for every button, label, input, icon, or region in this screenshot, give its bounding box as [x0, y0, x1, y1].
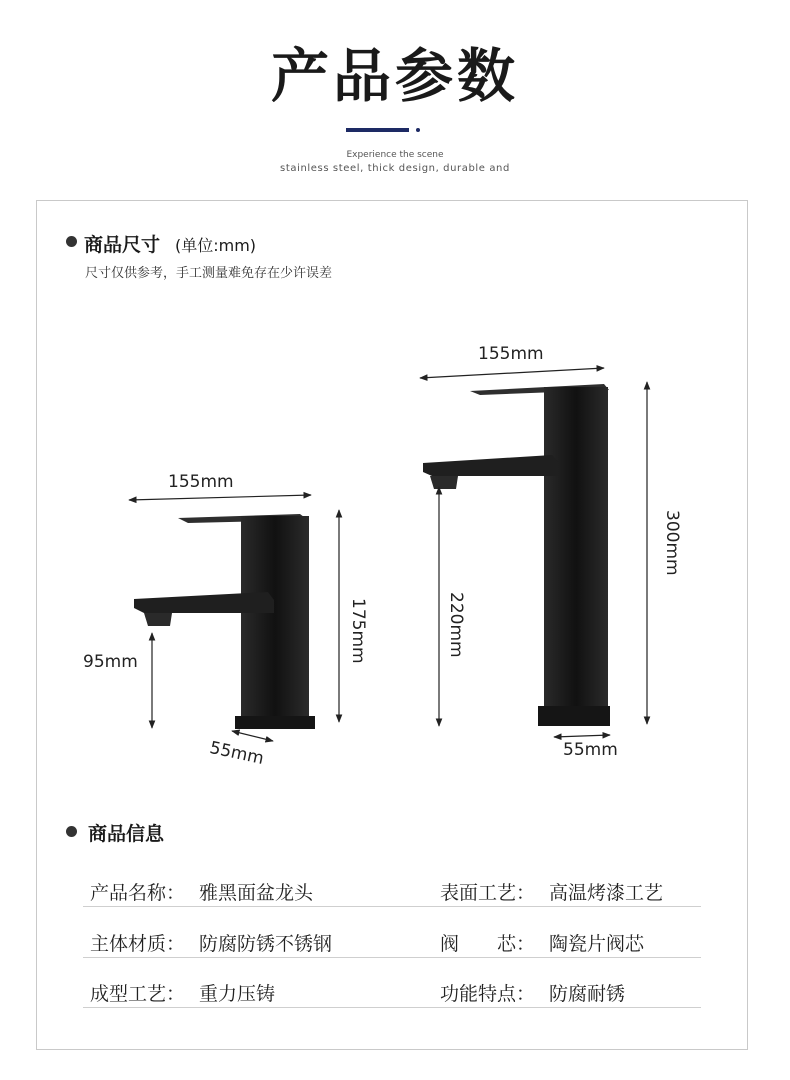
- info-label: 主体材质：: [90, 933, 186, 955]
- info-label: 产品名称：: [90, 882, 186, 904]
- info-value: 雅黑面盆龙头: [199, 882, 314, 904]
- short-faucet: [134, 514, 315, 729]
- short-width-label: 155mm: [168, 472, 234, 492]
- short-base-label: 55mm: [207, 738, 266, 769]
- info-label: 表面工艺：: [440, 882, 536, 904]
- info-bullet-icon: [66, 826, 77, 837]
- info-value: 重力压铸: [199, 983, 276, 1005]
- size-section-title: 商品尺寸: [84, 234, 161, 256]
- row-divider: [83, 1007, 701, 1008]
- size-note: 尺寸仅供参考，手工测量难免存在少许误差: [85, 266, 333, 281]
- tall-faucet: [423, 384, 610, 726]
- tall-spout-height-label: 220mm: [446, 592, 466, 658]
- info-label: 阀 芯：: [440, 933, 536, 955]
- tall-height-label: 300mm: [662, 510, 682, 576]
- row-divider: [83, 957, 701, 958]
- info-section-title: 商品信息: [88, 823, 165, 845]
- row-divider: [83, 906, 701, 907]
- page-title: 产品参数: [270, 42, 519, 110]
- tall-base-label: 55mm: [563, 740, 618, 760]
- info-value: 陶瓷片阀芯: [549, 933, 645, 955]
- info-label: 成型工艺：: [90, 983, 186, 1005]
- info-value: 防腐防锈不锈钢: [199, 933, 333, 955]
- short-height-label: 175mm: [348, 598, 368, 664]
- short-spout-height-label: 95mm: [83, 652, 138, 672]
- info-label: 功能特点：: [440, 983, 536, 1005]
- info-value: 高温烤漆工艺: [549, 882, 664, 904]
- subtitle-line-2: stainless steel, thick design, durable and: [280, 163, 510, 174]
- subtitle-line-1: Experience the scene: [346, 150, 444, 160]
- info-value: 防腐耐锈: [549, 983, 626, 1005]
- size-unit: (单位:mm): [175, 236, 257, 255]
- tall-width-label: 155mm: [478, 344, 544, 364]
